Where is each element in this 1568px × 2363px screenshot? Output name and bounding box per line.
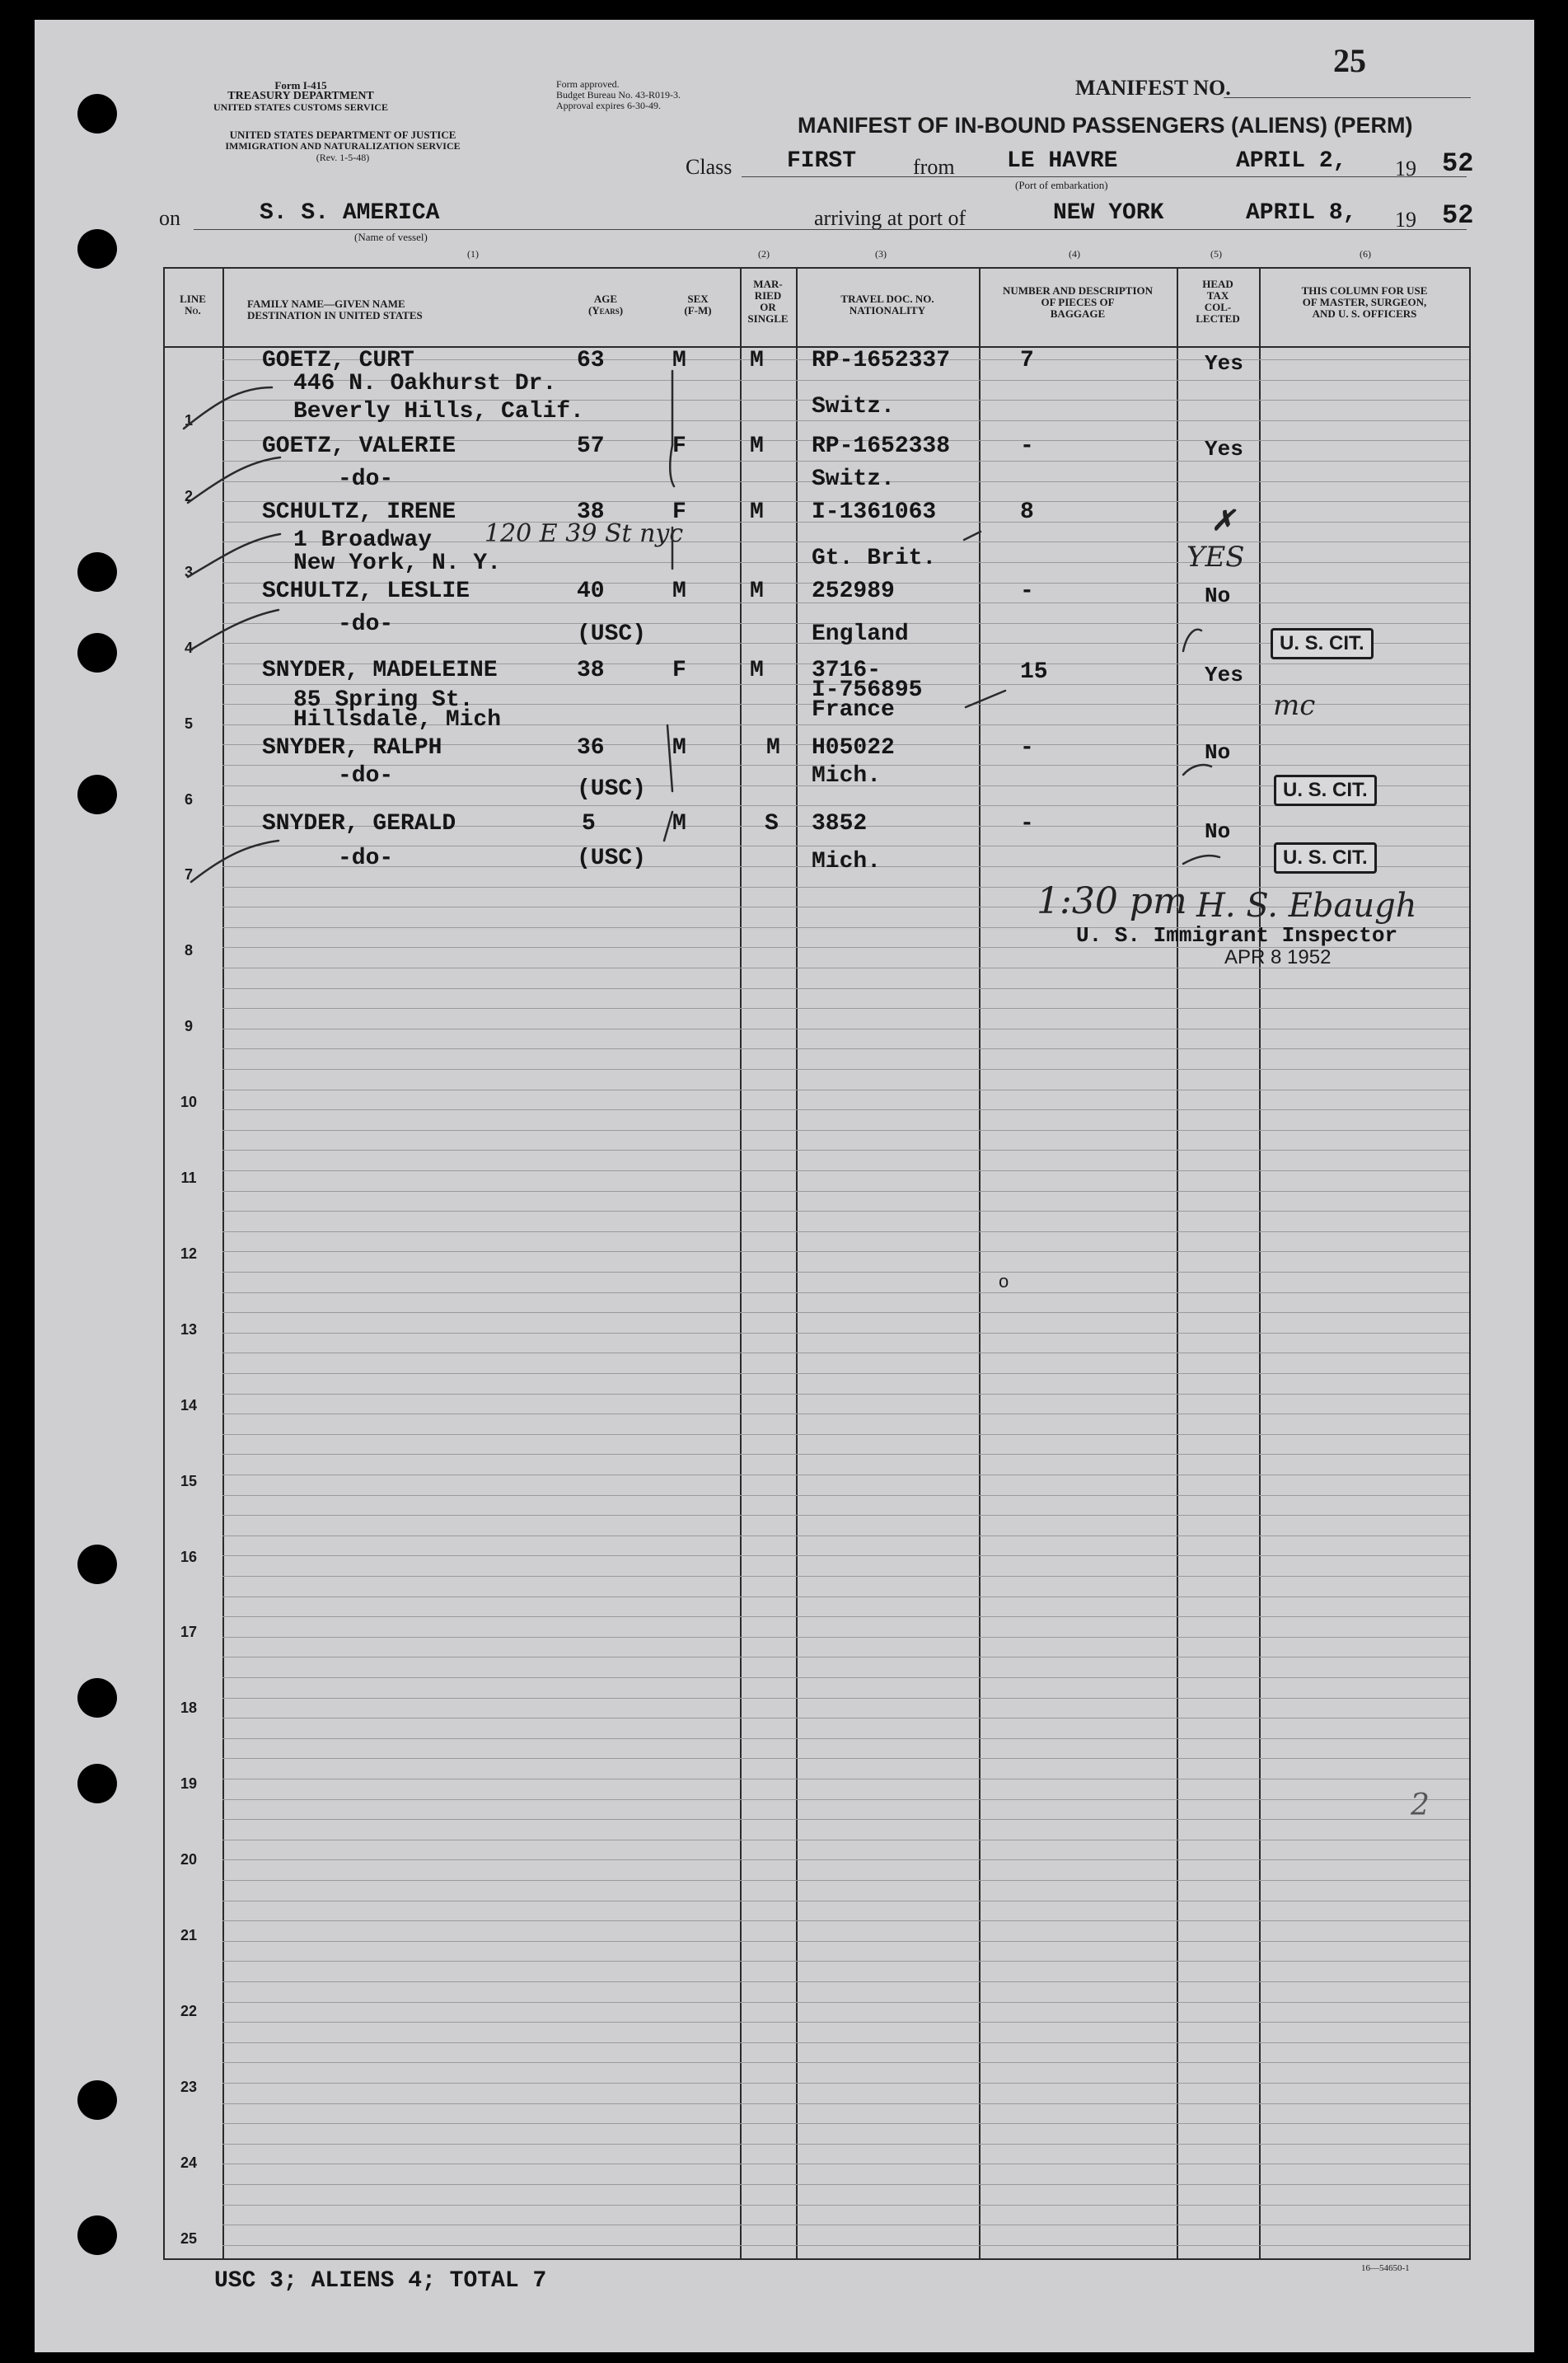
arrival-date: APRIL 8,	[1246, 200, 1357, 226]
line-number: 23	[180, 2079, 198, 2095]
passenger-nationality: Switz.	[812, 394, 895, 420]
header-baggage: NUMBER AND DESCRIPTION OF PIECES OF BAGGAGE	[1002, 284, 1154, 320]
col-num-6: (6)	[1360, 248, 1371, 260]
passenger-doc: 252989	[812, 579, 895, 604]
line-number: 15	[180, 1473, 198, 1489]
arriving-label: arriving at port of	[814, 206, 967, 230]
line-number: 18	[180, 1700, 198, 1716]
header-age: AGE (Years)	[587, 293, 624, 316]
justice-dept: UNITED STATES DEPARTMENT OF JUSTICE	[229, 129, 456, 141]
from-value: LE HAVRE	[1007, 148, 1118, 174]
passenger-marital: M	[750, 434, 764, 459]
arrival-port: NEW YORK	[1053, 200, 1164, 226]
class-value: FIRST	[787, 148, 857, 174]
line-number: 13	[180, 1321, 198, 1338]
passenger-age: 57	[577, 434, 605, 459]
class-label: Class	[686, 155, 733, 179]
header-travel-doc: TRAVEL DOC. NO. NATIONALITY	[840, 293, 934, 316]
passenger-name: SNYDER, MADELEINE	[262, 658, 498, 683]
line-number: 5	[184, 715, 193, 732]
col-num-2: (2)	[758, 248, 770, 260]
form-revision: (Rev. 1-5-48)	[316, 152, 370, 163]
inspector-date-stamp: APR 8 1952	[1224, 946, 1332, 968]
passenger-name: SCHULTZ, IRENE	[262, 499, 456, 525]
passenger-address: 85 Spring St.	[293, 687, 474, 713]
line-number: 16	[180, 1549, 198, 1565]
handwritten-mc: mc	[1273, 689, 1316, 722]
passenger-doc: 3716-	[812, 658, 882, 683]
header-head-tax: HEAD TAX COL- LECTED	[1196, 278, 1240, 325]
passenger-baggage: -	[1020, 735, 1034, 761]
line-number: 19	[180, 1775, 198, 1792]
print-code: 16—54650-1	[1361, 2263, 1410, 2273]
passenger-head-tax: Yes	[1205, 663, 1243, 687]
passenger-address: -do-	[338, 846, 394, 871]
passenger-head-tax: No	[1205, 740, 1231, 765]
from-label: from	[913, 155, 955, 179]
line-number: 7	[184, 866, 193, 883]
passenger-baggage: -	[1020, 579, 1034, 604]
header-married: MAR- RIED OR SINGLE	[747, 278, 789, 325]
passenger-age: 40	[577, 579, 605, 604]
handwritten-new-address: 120 E 39 St nyc	[484, 519, 684, 548]
line-number: 9	[184, 1018, 193, 1034]
passenger-address: Hillsdale, Mich	[293, 707, 502, 733]
passenger-head-tax: Yes	[1205, 351, 1243, 376]
passenger-baggage: -	[1020, 434, 1034, 459]
passenger-age: 63	[577, 348, 605, 373]
passenger-age: 5	[582, 811, 596, 837]
passenger-citizenship: (USC)	[577, 776, 647, 802]
passenger-name: SNYDER, GERALD	[262, 811, 456, 837]
passenger-sex: F	[672, 434, 686, 459]
handwritten-time: 1:30 pm	[1037, 880, 1187, 922]
on-label: on	[159, 206, 180, 230]
passenger-nationality: Gt. Brit.	[812, 546, 937, 571]
passenger-baggage: 15	[1020, 659, 1048, 685]
passenger-doc: I-1361063	[812, 499, 937, 525]
passenger-head-tax: No	[1205, 584, 1231, 608]
passenger-address: 1 Broadway	[293, 527, 433, 553]
passenger-head-tax: No	[1205, 819, 1231, 844]
passenger-doc: H05022	[812, 735, 895, 761]
header-name: FAMILY NAME—GIVEN NAME DESTINATION IN UNITED STATES	[247, 298, 423, 321]
passenger-nationality: France	[812, 697, 895, 723]
passenger-name: GOETZ, CURT	[262, 348, 414, 373]
col-num-1: (1)	[467, 248, 479, 260]
passenger-nationality: England	[812, 621, 909, 647]
line-number: 14	[180, 1397, 198, 1414]
passenger-address: Beverly Hills, Calif.	[293, 399, 584, 424]
col-num-4: (4)	[1069, 248, 1080, 260]
ins-service: IMMIGRATION AND NATURALIZATION SERVICE	[225, 140, 461, 152]
vessel-name: S. S. AMERICA	[260, 200, 440, 226]
passenger-marital: M	[750, 658, 764, 683]
us-citizen-stamp: U. S. CIT.	[1271, 628, 1374, 659]
manifest-title: MANIFEST OF IN-BOUND PASSENGERS (ALIENS) (PERM)	[798, 113, 1413, 138]
line-number: 3	[184, 564, 193, 580]
stray-mark: o	[999, 1271, 1009, 1292]
header-sex: SEX (F-M)	[684, 293, 712, 316]
us-citizen-stamp: U. S. CIT.	[1274, 775, 1377, 806]
passenger-marital: M	[750, 579, 764, 604]
passenger-name: SCHULTZ, LESLIE	[262, 579, 470, 604]
departure-year: 52	[1442, 148, 1474, 179]
departure-date: APRIL 2,	[1236, 148, 1347, 174]
line-number: 25	[180, 2230, 198, 2247]
passenger-address: -do-	[338, 763, 394, 789]
vessel-label: (Name of vessel)	[354, 231, 428, 243]
passenger-nationality: Mich.	[812, 849, 882, 874]
passenger-nationality: Switz.	[812, 467, 895, 492]
line-number: 17	[180, 1624, 198, 1640]
treasury-dept: TREASURY DEPARTMENT	[227, 90, 374, 102]
passenger-marital: M	[750, 348, 764, 373]
line-number: 11	[180, 1170, 197, 1186]
passenger-doc: RP-1652338	[812, 434, 951, 459]
passenger-citizenship: (USC)	[577, 621, 647, 647]
col-num-3: (3)	[875, 248, 887, 260]
col-num-5: (5)	[1210, 248, 1222, 260]
port-embarkation-label: (Port of embarkation)	[1015, 179, 1108, 191]
passenger-marital: M	[766, 735, 780, 761]
passenger-address: -do-	[338, 612, 394, 637]
passenger-age: 38	[577, 658, 605, 683]
line-number: 4	[184, 640, 193, 656]
us-citizen-stamp: U. S. CIT.	[1274, 842, 1377, 874]
handwritten-mark: 2	[1411, 1789, 1430, 1822]
passenger-head-tax: Yes	[1205, 437, 1243, 462]
passenger-address: 446 N. Oakhurst Dr.	[293, 371, 557, 396]
line-number: 12	[180, 1245, 198, 1262]
passenger-marital: M	[750, 499, 764, 525]
line-number: 1	[184, 412, 193, 429]
year-prefix-2: 19	[1395, 208, 1416, 232]
passenger-sex: M	[672, 735, 686, 761]
line-number: 6	[184, 791, 193, 808]
form-approved: Form approved.	[556, 78, 620, 90]
passenger-sex: M	[672, 579, 686, 604]
line-number: 10	[180, 1094, 198, 1110]
passenger-doc: RP-1652337	[812, 348, 951, 373]
passenger-address: -do-	[338, 467, 394, 492]
passenger-sex: M	[672, 348, 686, 373]
manifest-no-label: MANIFEST NO.	[1075, 76, 1231, 100]
passenger-head-tax: YES	[1187, 541, 1245, 574]
header-officers-use: THIS COLUMN FOR USE OF MASTER, SURGEON, AND U. S. OFFICERS	[1301, 284, 1428, 320]
line-number: 20	[180, 1851, 198, 1868]
header-line-no: LINE No.	[180, 293, 206, 316]
form-number: Form I-415	[274, 79, 327, 91]
passenger-sex: F	[672, 658, 686, 683]
passenger-citizenship: (USC)	[577, 846, 647, 871]
passenger-marital: S	[765, 811, 779, 837]
passenger-doc-2: I-756895	[812, 677, 923, 703]
passenger-age: 36	[577, 735, 605, 761]
passenger-baggage: 8	[1020, 499, 1034, 525]
passenger-name: GOETZ, VALERIE	[262, 434, 456, 459]
year-prefix: 19	[1395, 157, 1416, 181]
customs-service: UNITED STATES CUSTOMS SERVICE	[213, 101, 388, 113]
passenger-doc: 3852	[812, 811, 868, 837]
passenger-sex: F	[672, 499, 686, 525]
passenger-sex: M	[672, 811, 686, 837]
inspector-signature: H. S. Ebaugh	[1196, 887, 1417, 925]
line-number: 2	[184, 488, 193, 504]
arrival-year: 52	[1442, 200, 1474, 231]
struck-head-tax: ✗	[1211, 504, 1235, 537]
line-number: 22	[180, 2003, 198, 2019]
line-number: 8	[184, 942, 193, 959]
passenger-address: New York, N. Y.	[293, 551, 502, 576]
approval-expires: Approval expires 6-30-49.	[556, 100, 661, 111]
passenger-nationality: Mich.	[812, 763, 882, 789]
page-number: 25	[1333, 42, 1366, 79]
line-number: 24	[180, 2154, 198, 2171]
passenger-age: 38	[577, 499, 605, 525]
passenger-name: SNYDER, RALPH	[262, 735, 442, 761]
line-number: 21	[180, 1927, 198, 1943]
inspector-title: U. S. Immigrant Inspector	[1076, 923, 1398, 948]
passenger-baggage: -	[1020, 811, 1034, 837]
passenger-totals: USC 3; ALIENS 4; TOTAL 7	[214, 2268, 547, 2294]
budget-bureau: Budget Bureau No. 43-R019-3.	[556, 89, 681, 101]
passenger-baggage: 7	[1020, 348, 1034, 373]
